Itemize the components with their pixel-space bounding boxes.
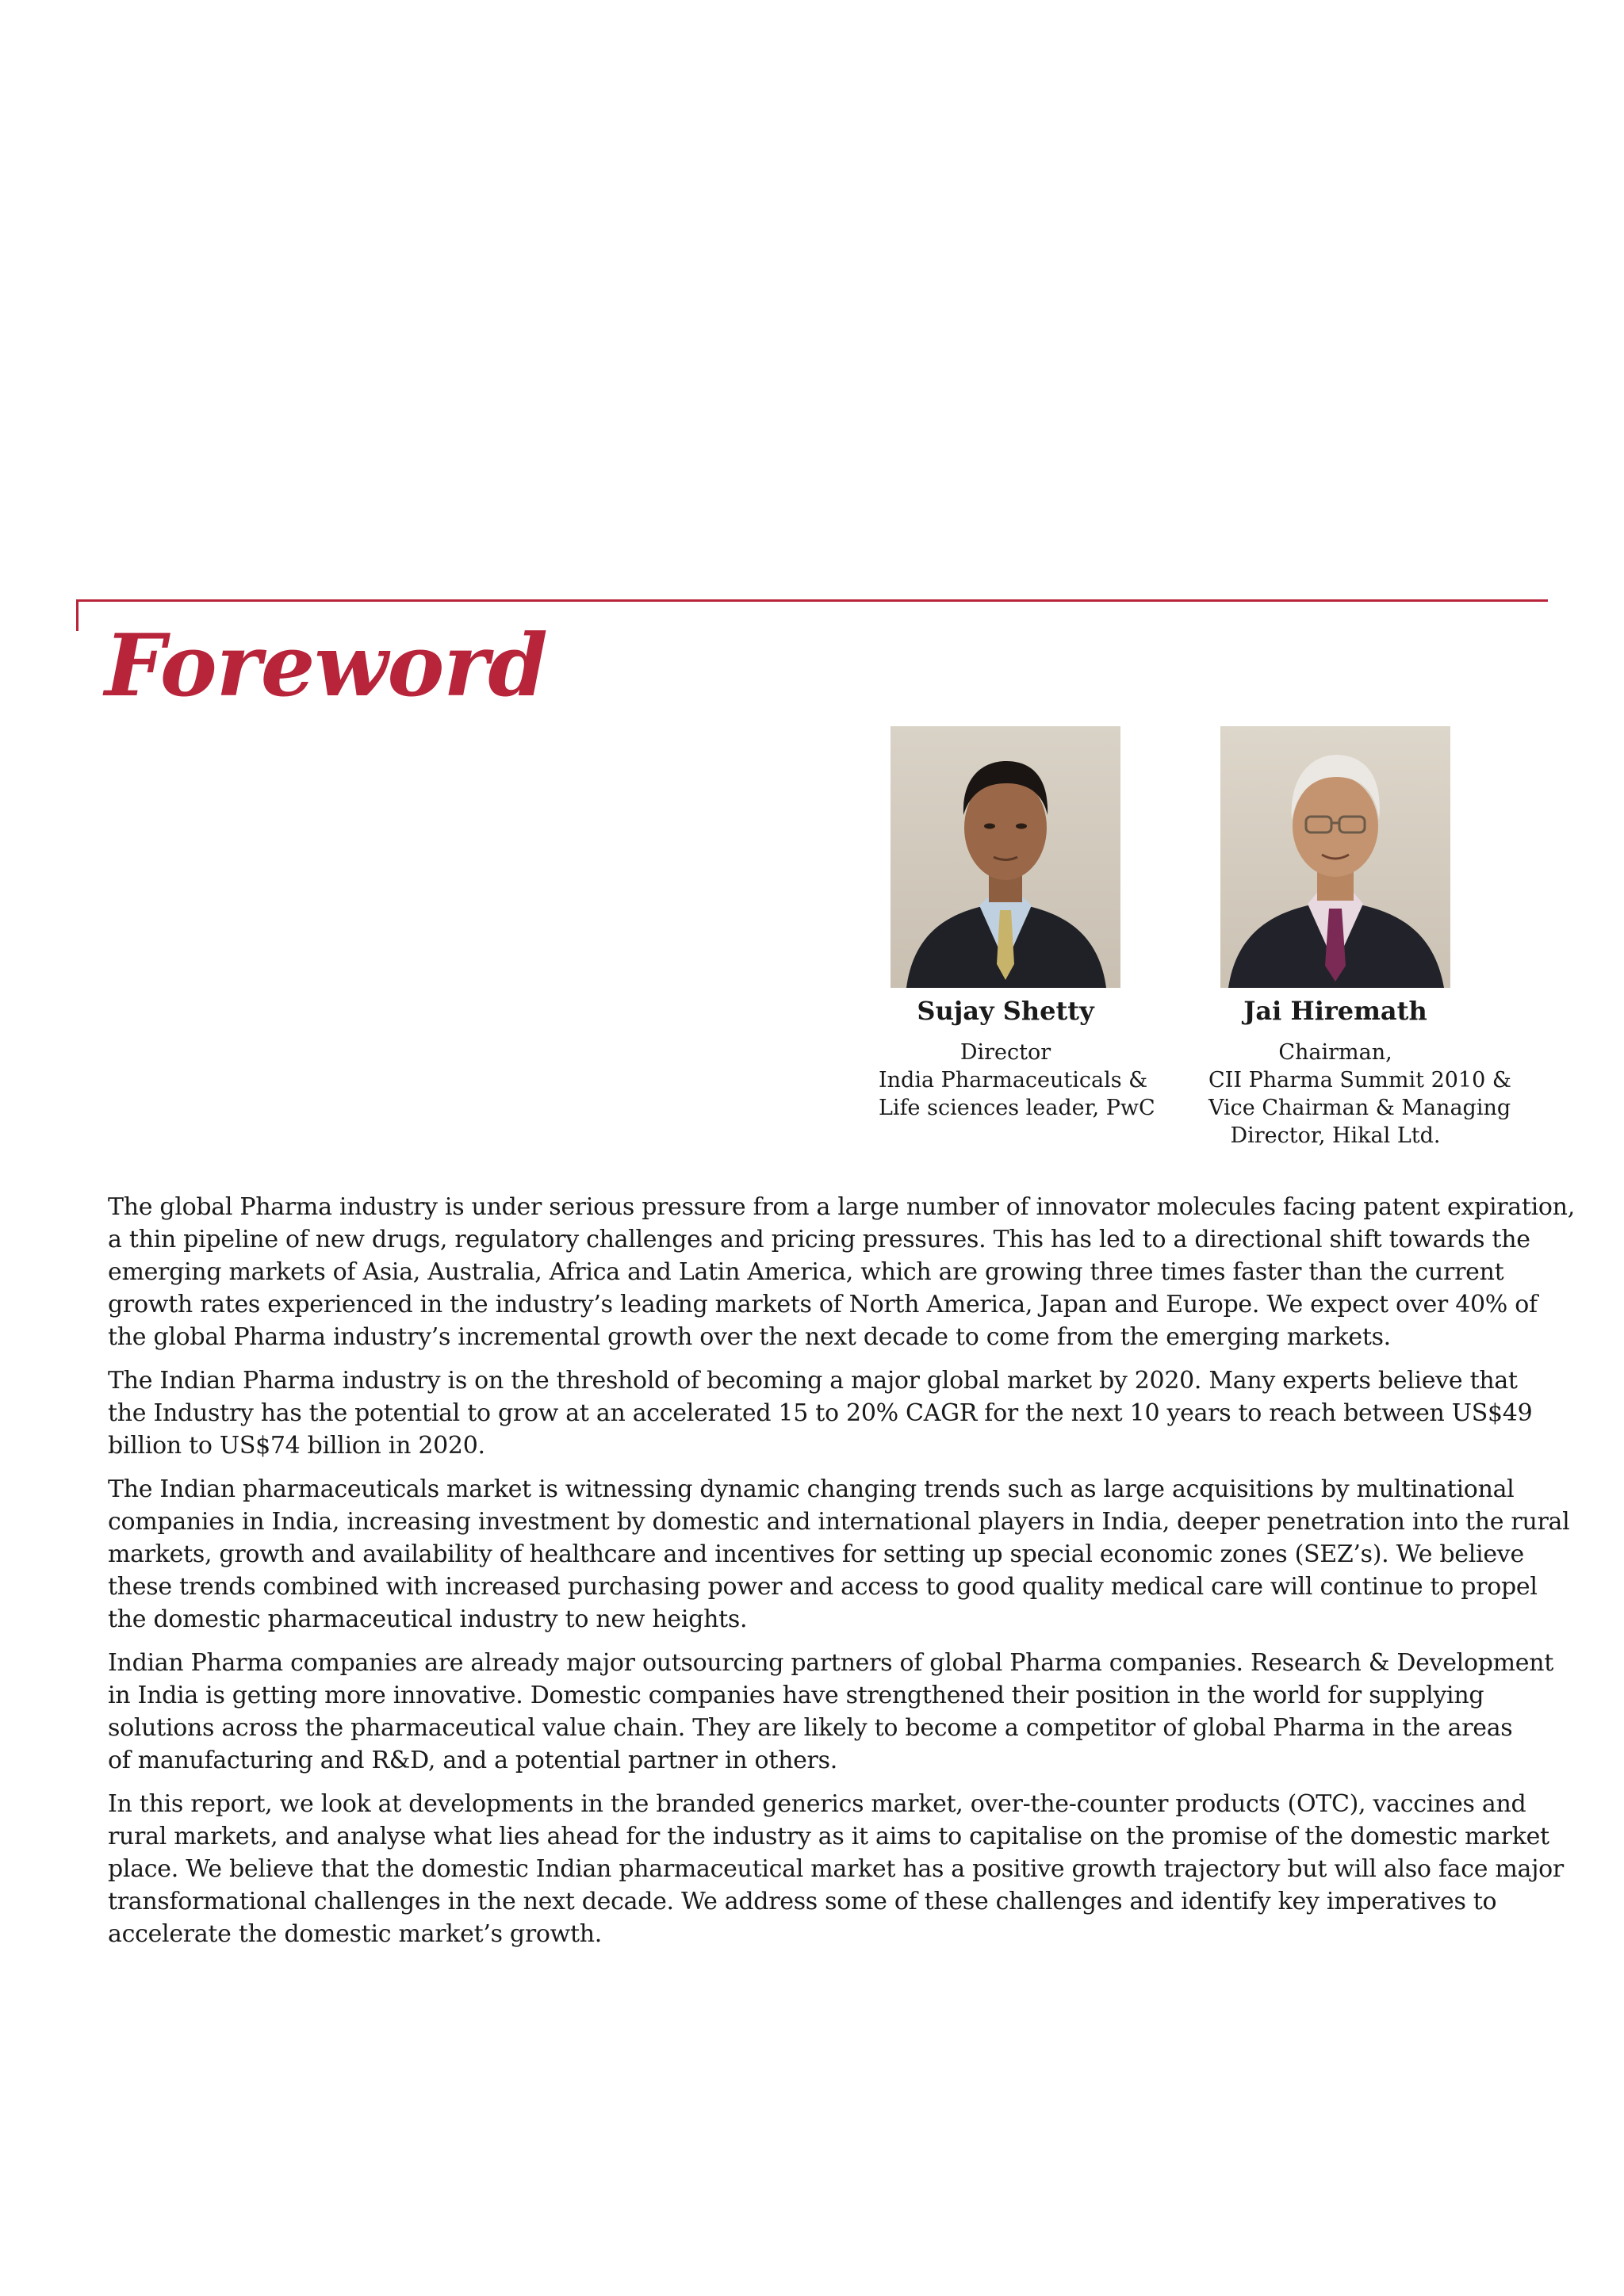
profile-role-line: Life sciences leader, PwC: [879, 1096, 1155, 1120]
text-line: a thin pipeline of new drugs, regulatory challenges and pricing pressures. This has led to a directional shift towards the: [108, 1226, 1530, 1253]
text-line: Indian Pharma companies are already major outsourcing partners of global Pharma companies. Research & Development: [108, 1649, 1553, 1677]
profile-role-line: Director: [959, 1040, 1051, 1065]
paragraph: [108, 1473, 1570, 1636]
text-line: The Indian Pharma industry is on the threshold of becoming a major global market by 2020. Many experts believe that: [108, 1367, 1518, 1395]
page-title: Foreword: [105, 616, 547, 716]
text-line: the global Pharma industry’s incremental growth over the next decade to come from the emerging markets.: [108, 1323, 1391, 1351]
text-line: The Indian pharmaceuticals market is witnessing dynamic changing trends such as large acquisitions by multinational: [108, 1475, 1515, 1503]
paragraph: [108, 1191, 1575, 1353]
text-line: transformational challenges in the next decade. We address some of these challenges and identify key imperatives to: [108, 1888, 1497, 1915]
profile-name: Jai Hiremath: [1243, 996, 1427, 1026]
paragraph: [108, 1788, 1564, 1950]
profile-role-line: CII Pharma Summit 2010 &: [1208, 1068, 1511, 1093]
portrait-photo: [1220, 726, 1450, 988]
profile-role-line: Vice Chairman & Managing: [1208, 1096, 1511, 1120]
profile-role-line: Director, Hikal Ltd.: [1230, 1123, 1441, 1148]
text-line: billion to US$74 billion in 2020.: [108, 1432, 485, 1460]
text-line: the Industry has the potential to grow at an accelerated 15 to 20% CAGR for the next 10 years to reach between US$49: [108, 1399, 1533, 1427]
text-line: In this report, we look at developments in the branded generics market, over-the-counter products (OTC), vaccines and: [108, 1790, 1526, 1818]
text-line: growth rates experienced in the industry’s leading markets of North America, Japan and Europe. We expect over 40% of: [108, 1291, 1538, 1318]
foreword-body: [108, 1191, 1575, 1961]
text-line: companies in India, increasing investment by domestic and international players in India, deeper penetration into the rural: [108, 1508, 1570, 1536]
profile-jai-hiremath: [1208, 726, 1511, 1150]
profile-role: [879, 1039, 1155, 1122]
profile-role: [1208, 1039, 1511, 1150]
header-rule: [76, 599, 1548, 602]
profile-role-line: India Pharmaceuticals &: [879, 1068, 1148, 1093]
text-line: in India is getting more innovative. Domestic companies have strengthened their position in the world for supplying: [108, 1682, 1484, 1709]
paragraph: [108, 1364, 1533, 1462]
text-line: markets, growth and availability of healthcare and incentives for setting up special economic zones (SEZ’s). We believe: [108, 1540, 1524, 1568]
profile-sujay-shetty: [879, 726, 1155, 1122]
paragraph: [108, 1647, 1553, 1777]
text-line: these trends combined with increased purchasing power and access to good quality medical care will continue to propel: [108, 1573, 1538, 1601]
header-rule-tick: [76, 599, 79, 631]
text-line: place. We believe that the domestic Indian pharmaceutical market has a positive growth trajectory but will also face major: [108, 1855, 1564, 1883]
text-line: accelerate the domestic market’s growth.: [108, 1920, 603, 1948]
text-line: rural markets, and analyse what lies ahead for the industry as it aims to capitalise on the promise of the domestic market: [108, 1823, 1549, 1850]
profile-role-line: Chairman,: [1278, 1040, 1392, 1065]
portrait-photo: [891, 726, 1120, 988]
text-line: solutions across the pharmaceutical value chain. They are likely to become a competitor of global Pharma in the areas: [108, 1714, 1513, 1742]
profile-name: Sujay Shetty: [917, 996, 1094, 1026]
text-line: the domestic pharmaceutical industry to new heights.: [108, 1605, 748, 1633]
text-line: The global Pharma industry is under serious pressure from a large number of innovator molecules facing patent expiration,: [108, 1193, 1575, 1221]
text-line: emerging markets of Asia, Australia, Africa and Latin America, which are growing three times faster than the current: [108, 1258, 1504, 1286]
text-line: of manufacturing and R&D, and a potential partner in others.: [108, 1747, 837, 1774]
